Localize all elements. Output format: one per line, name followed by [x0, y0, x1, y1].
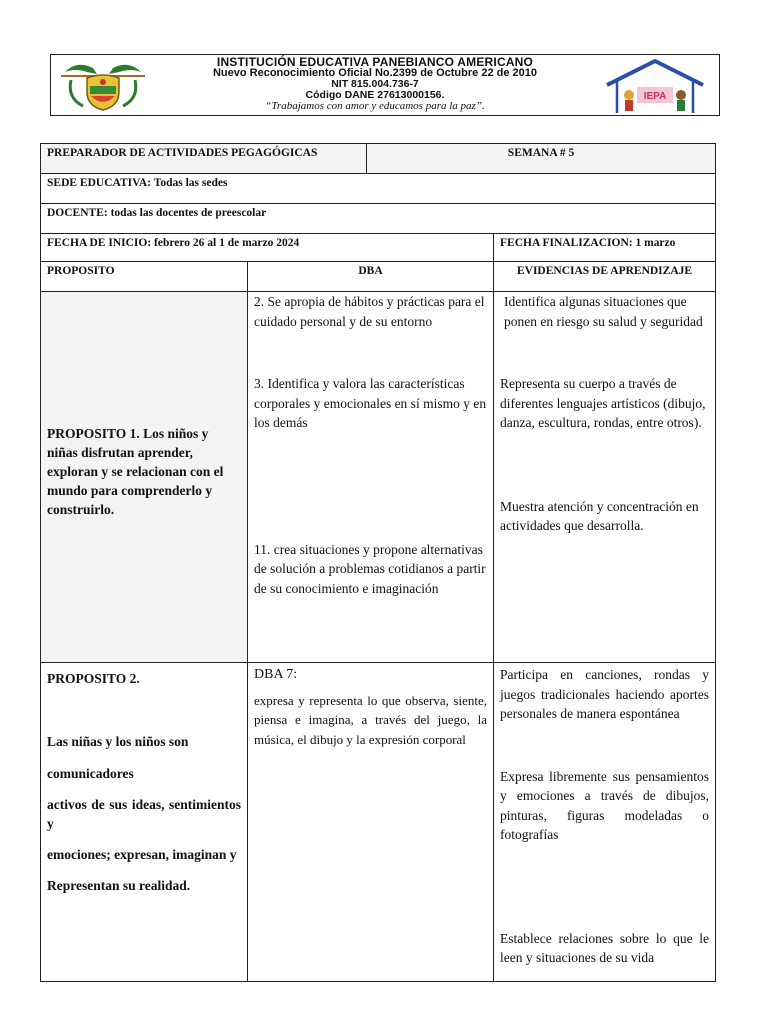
- dba-2-text: 2. Se apropia de hábitos y prácticas para el cuidado personal y de su entorno: [254, 294, 485, 329]
- end-date-label: FECHA FINALIZACION: 1 marzo: [500, 237, 676, 249]
- official-recognition: Nuevo Reconocimiento Oficial No.2399 de Octubre 22 de 2010: [212, 67, 537, 79]
- dba-row2-cell: [248, 663, 494, 982]
- column-header-dba-text: DBA: [358, 265, 383, 277]
- evidencias-row2-cell: [494, 663, 716, 982]
- form-title-cell: [41, 144, 367, 174]
- proposito-2-line-2: comunicadores: [47, 766, 134, 781]
- column-header-proposito-text: PROPOSITO: [47, 265, 115, 277]
- evidencia-4-text: Participa en canciones, rondas y juegos tradicionales haciendo aportes personales de manera espontánea: [500, 667, 710, 721]
- form-title: PREPARADOR DE ACTIVIDADES PEGAGÓGICAS: [47, 147, 318, 159]
- proposito-1-text: PROPOSITO 1. Los niños y niñas disfrutan aprender, exploran y se relacionan con el mundo para comprenderlo y construirlo.: [47, 425, 224, 517]
- dane-code: Código DANE 27613000156.: [305, 89, 445, 101]
- week-cell: [367, 144, 716, 174]
- end-date-cell: [494, 234, 716, 262]
- dba-row1-cell: [248, 292, 494, 663]
- school-house-logo-icon: [601, 57, 709, 115]
- week-number: SEMANA # 5: [507, 147, 575, 159]
- proposito-1-cell: [41, 292, 248, 663]
- dba-7-title: DBA 7:: [254, 667, 298, 682]
- evidencia-1-text: Identifica algunas situaciones que ponen en riesgo su salud y seguridad: [504, 294, 703, 329]
- proposito-2-line-5: Representan su realidad.: [47, 878, 191, 893]
- school-logo-text: IEPA: [643, 91, 667, 102]
- column-header-evidencias: [494, 262, 716, 292]
- docente-label: DOCENTE: todas las docentes de preescolar: [47, 207, 267, 219]
- column-header-dba: [248, 262, 494, 292]
- institution-header: [50, 54, 720, 116]
- crest-emblem-icon: [57, 58, 149, 112]
- nit-number: NIT 815.004.736-7: [331, 78, 419, 90]
- evidencia-6-text: Establece relaciones sobre lo que le leen y situaciones de su vida: [500, 930, 710, 965]
- column-header-evidencias-text: EVIDENCIAS DE APRENDIZAJE: [516, 265, 693, 277]
- evidencias-row1-cell: [494, 292, 716, 663]
- institution-motto: “Trabajamos con amor y educamos para la paz”.: [265, 100, 485, 112]
- dba-7-text: expresa y representa lo que observa, siente, piensa e imagina, a través del juego, la música, el dibujo y la expresión corporal: [254, 692, 488, 747]
- proposito-2-title: PROPOSITO 2.: [47, 671, 140, 686]
- proposito-2-cell: [41, 663, 248, 982]
- evidencia-3-text: Muestra atención y concentración en actividades que desarrolla.: [500, 498, 699, 533]
- dba-11-text: 11. crea situaciones y propone alternativas de solución a problemas cotidianos a partir de su conocimiento e imaginación: [254, 541, 486, 596]
- proposito-2-line-3: activos de sus ideas, sentimientos y: [47, 797, 241, 831]
- sede-label: SEDE EDUCATIVA: Todas las sedes: [47, 177, 228, 189]
- evidencia-2-text: Representa su cuerpo a través de diferentes lenguajes artísticos (dibujo, danza, escultura, rondas, entre otros).: [500, 376, 706, 430]
- dba-3-text: 3. Identifica y valora las características corporales y emocionales en sí mismo y en los demás: [254, 376, 487, 430]
- column-header-proposito: [41, 262, 248, 292]
- institution-name: INSTITUCIÓN EDUCATIVA PANEBIANCO AMERICANO: [216, 55, 534, 69]
- start-date-label: FECHA DE INICIO: febrero 26 al 1 de marzo 2024: [47, 237, 300, 249]
- proposito-2-line-1: Las niñas y los niños son: [47, 734, 189, 749]
- sede-cell: [41, 174, 716, 204]
- start-date-cell: [41, 234, 494, 262]
- evidencia-5-text: Expresa libremente sus pensamientos y emociones a través de dibujos, pinturas, figuras modeladas o fotografías: [500, 768, 710, 842]
- proposito-2-line-4: emociones; expresan, imaginan y: [47, 847, 237, 862]
- docente-cell: [41, 204, 716, 234]
- activities-planner-table: [40, 143, 716, 982]
